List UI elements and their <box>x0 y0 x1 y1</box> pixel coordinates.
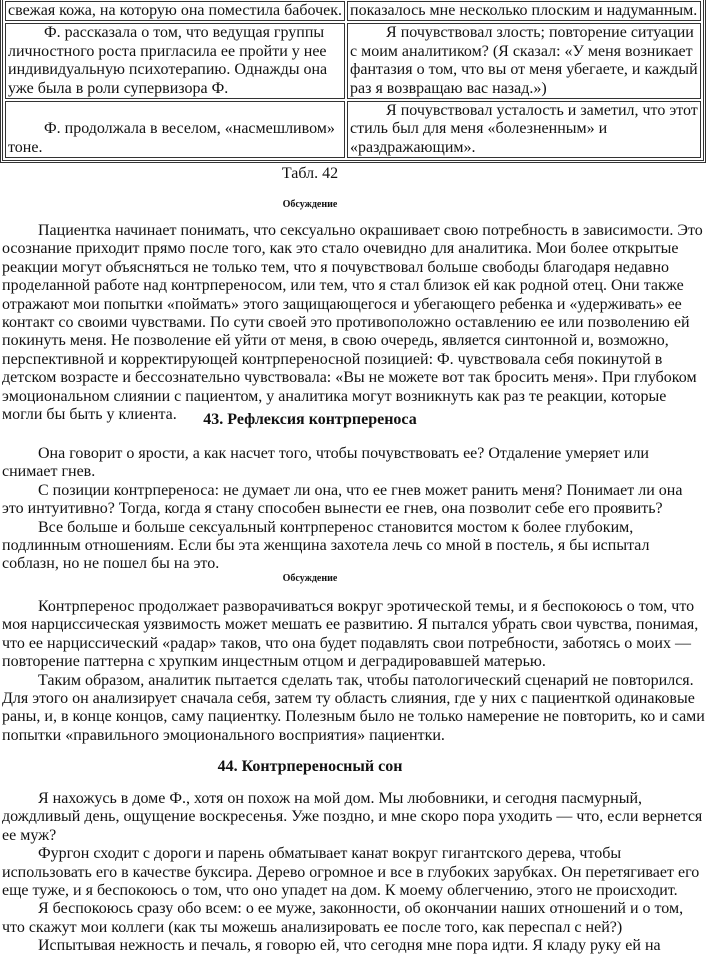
text-line: Все больше и больше сексуальный контрперенос становится мостом к более глубоким, <box>38 518 634 536</box>
cell-line: «раздражающим». <box>350 138 476 156</box>
table-row <box>5 23 701 99</box>
text-line: С позиции контрпереноса: не думает ли она, что ее гнев может ранить меня? Понимает ли она <box>38 481 683 499</box>
text-line: повторение паттерна с хрупким инцестным отцом и деградировавшей матерью. <box>2 653 546 671</box>
cell-line: тоне. <box>8 138 43 156</box>
cell-line <box>8 102 342 120</box>
text-line: раны, и, в конце концов, саму пациентку. Полезным было не только намерение не повторить, ко и сами <box>2 708 705 726</box>
text-line: Пациентка начинает понимать, что сексуально окрашивает свою потребность в зависимости. Это <box>38 222 703 239</box>
text-line: Фургон сходит с дороги и парень обматывает канат вокруг гигантского дерева, чтобы <box>38 845 622 863</box>
paragraph-discussion-1 <box>2 222 703 424</box>
comparison-table <box>0 0 706 163</box>
text-line: детском возрасте и бессознательно чувствовала: «Вы не можете вот так бросить меня». При глубоком <box>2 369 697 387</box>
table-cell-right <box>347 23 701 99</box>
text-line: моя нарциссическая уязвимость может мешать ее развитию. Я пытался убрать свои чувства, понимая, <box>2 616 699 634</box>
text-line: контакт со своими чувствами. По сути своей это противоположно оставлению ее или позволению ей <box>2 314 690 332</box>
paragraph-section-44 <box>2 790 703 956</box>
text-line: это интуитивно? Тогда, когда я стану способен вынести ее гнев, она позволит себе его проявить? <box>2 500 663 518</box>
cell-line: Я почувствовал злость; повторение ситуации <box>386 24 694 42</box>
text-line: отражают мои попытки «поймать» этого защищающегося и убегающего ребенка и «удерживать» ее <box>2 295 682 313</box>
text-line: Для этого он анализирует сначала себя, затем ту область слияния, где у них с пациенткой одинаковые <box>2 690 695 708</box>
cell-line: индивидуальную психотерапию. Однажды она <box>8 61 328 79</box>
text-line: ее муж? <box>2 826 57 844</box>
text-line: еще туже, и я беспокоюсь о том, что оно упадет на дом. К моему облегчению, этого не происходит. <box>2 882 678 900</box>
text-line: Контрперенос продолжает разворачиваться вокруг эротической темы, и я беспокоюсь о том, что <box>38 598 695 615</box>
cell-line: личностного роста пригласила ее пройти у нее <box>8 42 327 60</box>
table-cell-right <box>347 1 701 21</box>
cell-line: показалось мне несколько плоским и надуманным. <box>350 2 698 19</box>
text-line: снимает гнев. <box>2 463 96 481</box>
text-line: что скажут мои коллеги (как ты можешь анализировать ее после того, как переспал с ней?) <box>2 918 623 936</box>
table-row <box>5 1 701 21</box>
paragraph-discussion-2 <box>2 598 705 745</box>
text-line: Я беспокоюсь сразу обо всем: о ее муже, законности, об окончании наших отношений и о том, <box>38 900 684 918</box>
cell-line: свежая кожа, на которую она поместила бабочек. <box>8 2 343 19</box>
text-line: попытки «правильного эмоционального восприятия» пациентки. <box>2 726 445 744</box>
text-line: реакции могут объясняться не только тем, что я почувствовал больше свободы благодаря недавно <box>2 258 670 276</box>
text-line: перспективной и корректирующей контрпереносной позицией: Ф. чувствовала себя покинутой в <box>2 350 663 368</box>
section-heading-44: 44. Контрпереносный сон <box>217 758 403 775</box>
section-heading-43: 43. Рефлексия контрпереноса <box>203 411 417 428</box>
text-line: Таким образом, аналитик пытается сделать так, чтобы патологический сценарий не повторился. <box>38 671 694 689</box>
table-cell-left <box>5 23 345 99</box>
text-line: осознание приходит прямо после того, как это стало очевидно для аналитика. Мои более открытые <box>2 240 679 258</box>
text-line: покинуть меня. Не позволение ей уйти от меня, в свою очередь, является синтонной и, возможно, <box>2 332 669 350</box>
table-caption: Табл. 42 <box>281 165 339 182</box>
paragraph-section-43 <box>2 445 683 574</box>
discussion-heading: Обсуждение <box>282 199 338 210</box>
cell-line: Ф. продолжала в веселом, «насмешливом» <box>44 120 335 138</box>
cell-line: фантазия о том, что вы от меня убегаете, и каждый <box>350 61 698 79</box>
text-line: соблазн, но не пошел бы на это. <box>2 555 220 573</box>
table-cell-right <box>347 101 701 158</box>
text-line: Испытывая нежность и печаль, я говорю ей, что сегодня мне пора идти. Я кладу руку ей на <box>38 937 661 955</box>
cell-line: с моим аналитиком? (Я сказал: «У меня возникает <box>350 42 693 60</box>
text-line: Она говорит о ярости, а как насчет того, чтобы почувствовать ее? Отдаление умеряет или <box>38 445 649 462</box>
text-line: что ее нарциссический «радар» таков, что она будет подавлять свои потребности, заботясь о моих — <box>2 634 691 652</box>
cell-line: уже была в роли супервизора Ф. <box>8 79 229 97</box>
table-cell-left <box>5 1 345 21</box>
text-line: подлинным отношениям. Если бы эта женщина захотела лечь со мной в постель, я бы испытал <box>2 537 650 555</box>
text-line: Я нахожусь в доме Ф., хотя он похож на мой дом. Мы любовники, и сегодня пасмурный, <box>38 790 643 807</box>
text-line: использовать его в качестве буксира. Дерево огромное и все в глубоких зарубках. Он перетягивает его <box>2 863 700 881</box>
cell-line: Я почувствовал усталость и заметил, что этот <box>386 102 698 120</box>
table-cell-left <box>5 101 345 158</box>
cell-line: Ф. рассказала о том, что ведущая группы <box>44 24 325 42</box>
text-line: дождливый день, ощущение воскресенья. Уже поздно, и мне скоро пора уходить — что, если вернется <box>2 808 703 826</box>
text-line: могли бы быть у клиента. <box>2 406 177 424</box>
cell-line: раз я возвращаю вас назад.») <box>350 79 547 97</box>
text-line: проделанной работе над контрпереносом, или тем, что я стал близок ей как родной отец. Они также <box>2 277 684 295</box>
table-row <box>5 101 701 158</box>
cell-line: стиль был для меня «болезненным» и <box>350 120 608 138</box>
discussion-heading: Обсуждение <box>282 573 338 584</box>
text-line: эмоциональном слиянии с пациентом, у аналитика могут возникнуть как раз те реакции, которые <box>2 387 667 405</box>
